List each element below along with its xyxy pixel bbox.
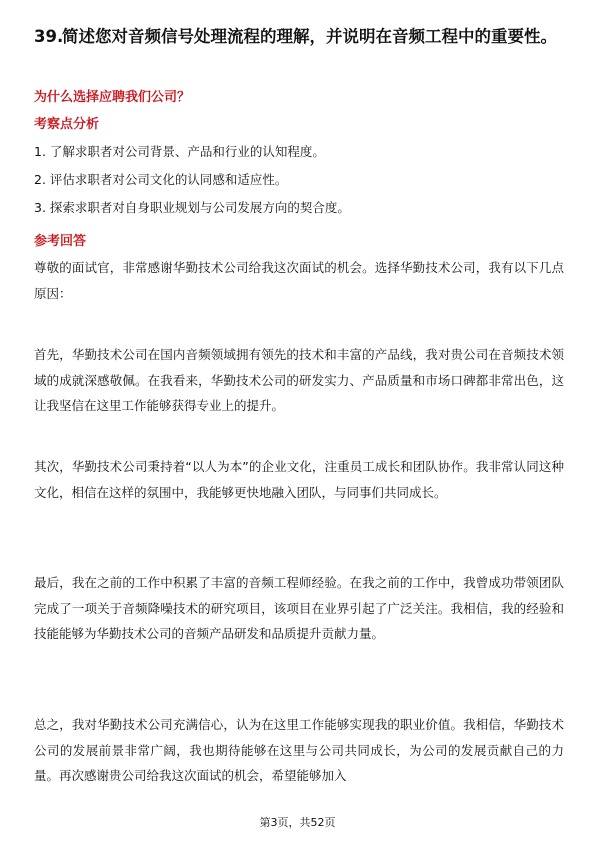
answer-paragraph-third: 最后，我在之前的工作中积累了丰富的音频工程师经验。在我之前的工作中，我曾成功带领团队完成了一项关于音频降噪技术的研究项目，该项目在业界引起了广泛关注。我相信，我的经验和技能能够为华勤技术公司的音频产品研发和品质提升贡献力量。 (34, 575, 564, 641)
section-heading-analysis: 考察点分析 (34, 117, 100, 132)
section-heading-answer: 参考回答 (34, 234, 87, 249)
answer-paragraph-intro: 尊敬的面试官，非常感谢华勤技术公司给我这次面试的机会。选择华勤技术公司，我有以下几点原因： (34, 260, 564, 301)
answer-paragraph-second: 其次，华勤技术公司秉持着“以人为本”的企业文化，注重员工成长和团队协作。我非常认同这种文化，相信在这样的氛围中，我能够更快地融入团队，与同事们共同成长。 (34, 459, 564, 500)
question-number: 39. (34, 27, 64, 46)
section-heading-why: 为什么选择应聘我们公司？ (34, 90, 191, 105)
analysis-point-3: 3. 探索求职者对自身职业规划与公司发展方向的契合度。 (34, 200, 350, 215)
answer-paragraph-conclusion: 总之，我对华勤技术公司充满信心，认为在这里工作能够实现我的职业价值。我相信，华勤技术公司的发展前景非常广阔，我也期待能够在这里与公司共同成长，为公司的发展贡献自己的力量。再次感谢贵公司给我这次面试的机会，希望能够加入 (34, 717, 564, 783)
analysis-point-1: 1. 了解求职者对公司背景、产品和行业的认知程度。 (34, 144, 325, 159)
question-text: 简述您对音频信号处理流程的理解，并说明在音频工程中的重要性。 (62, 27, 557, 46)
question-title (34, 24, 566, 49)
page-footer: 第3页，共52页 (259, 816, 336, 829)
answer-paragraph-first: 首先，华勤技术公司在国内音频领域拥有领先的技术和丰富的产品线，我对贵公司在音频技术领域的成就深感敬佩。在我看来，华勤技术公司的研发实力、产品质量和市场口碑都非常出色，这让我坚信在这里工作能够获得专业上的提升。 (34, 347, 564, 413)
analysis-point-2: 2. 评估求职者对公司文化的认同感和适应性。 (34, 172, 288, 187)
